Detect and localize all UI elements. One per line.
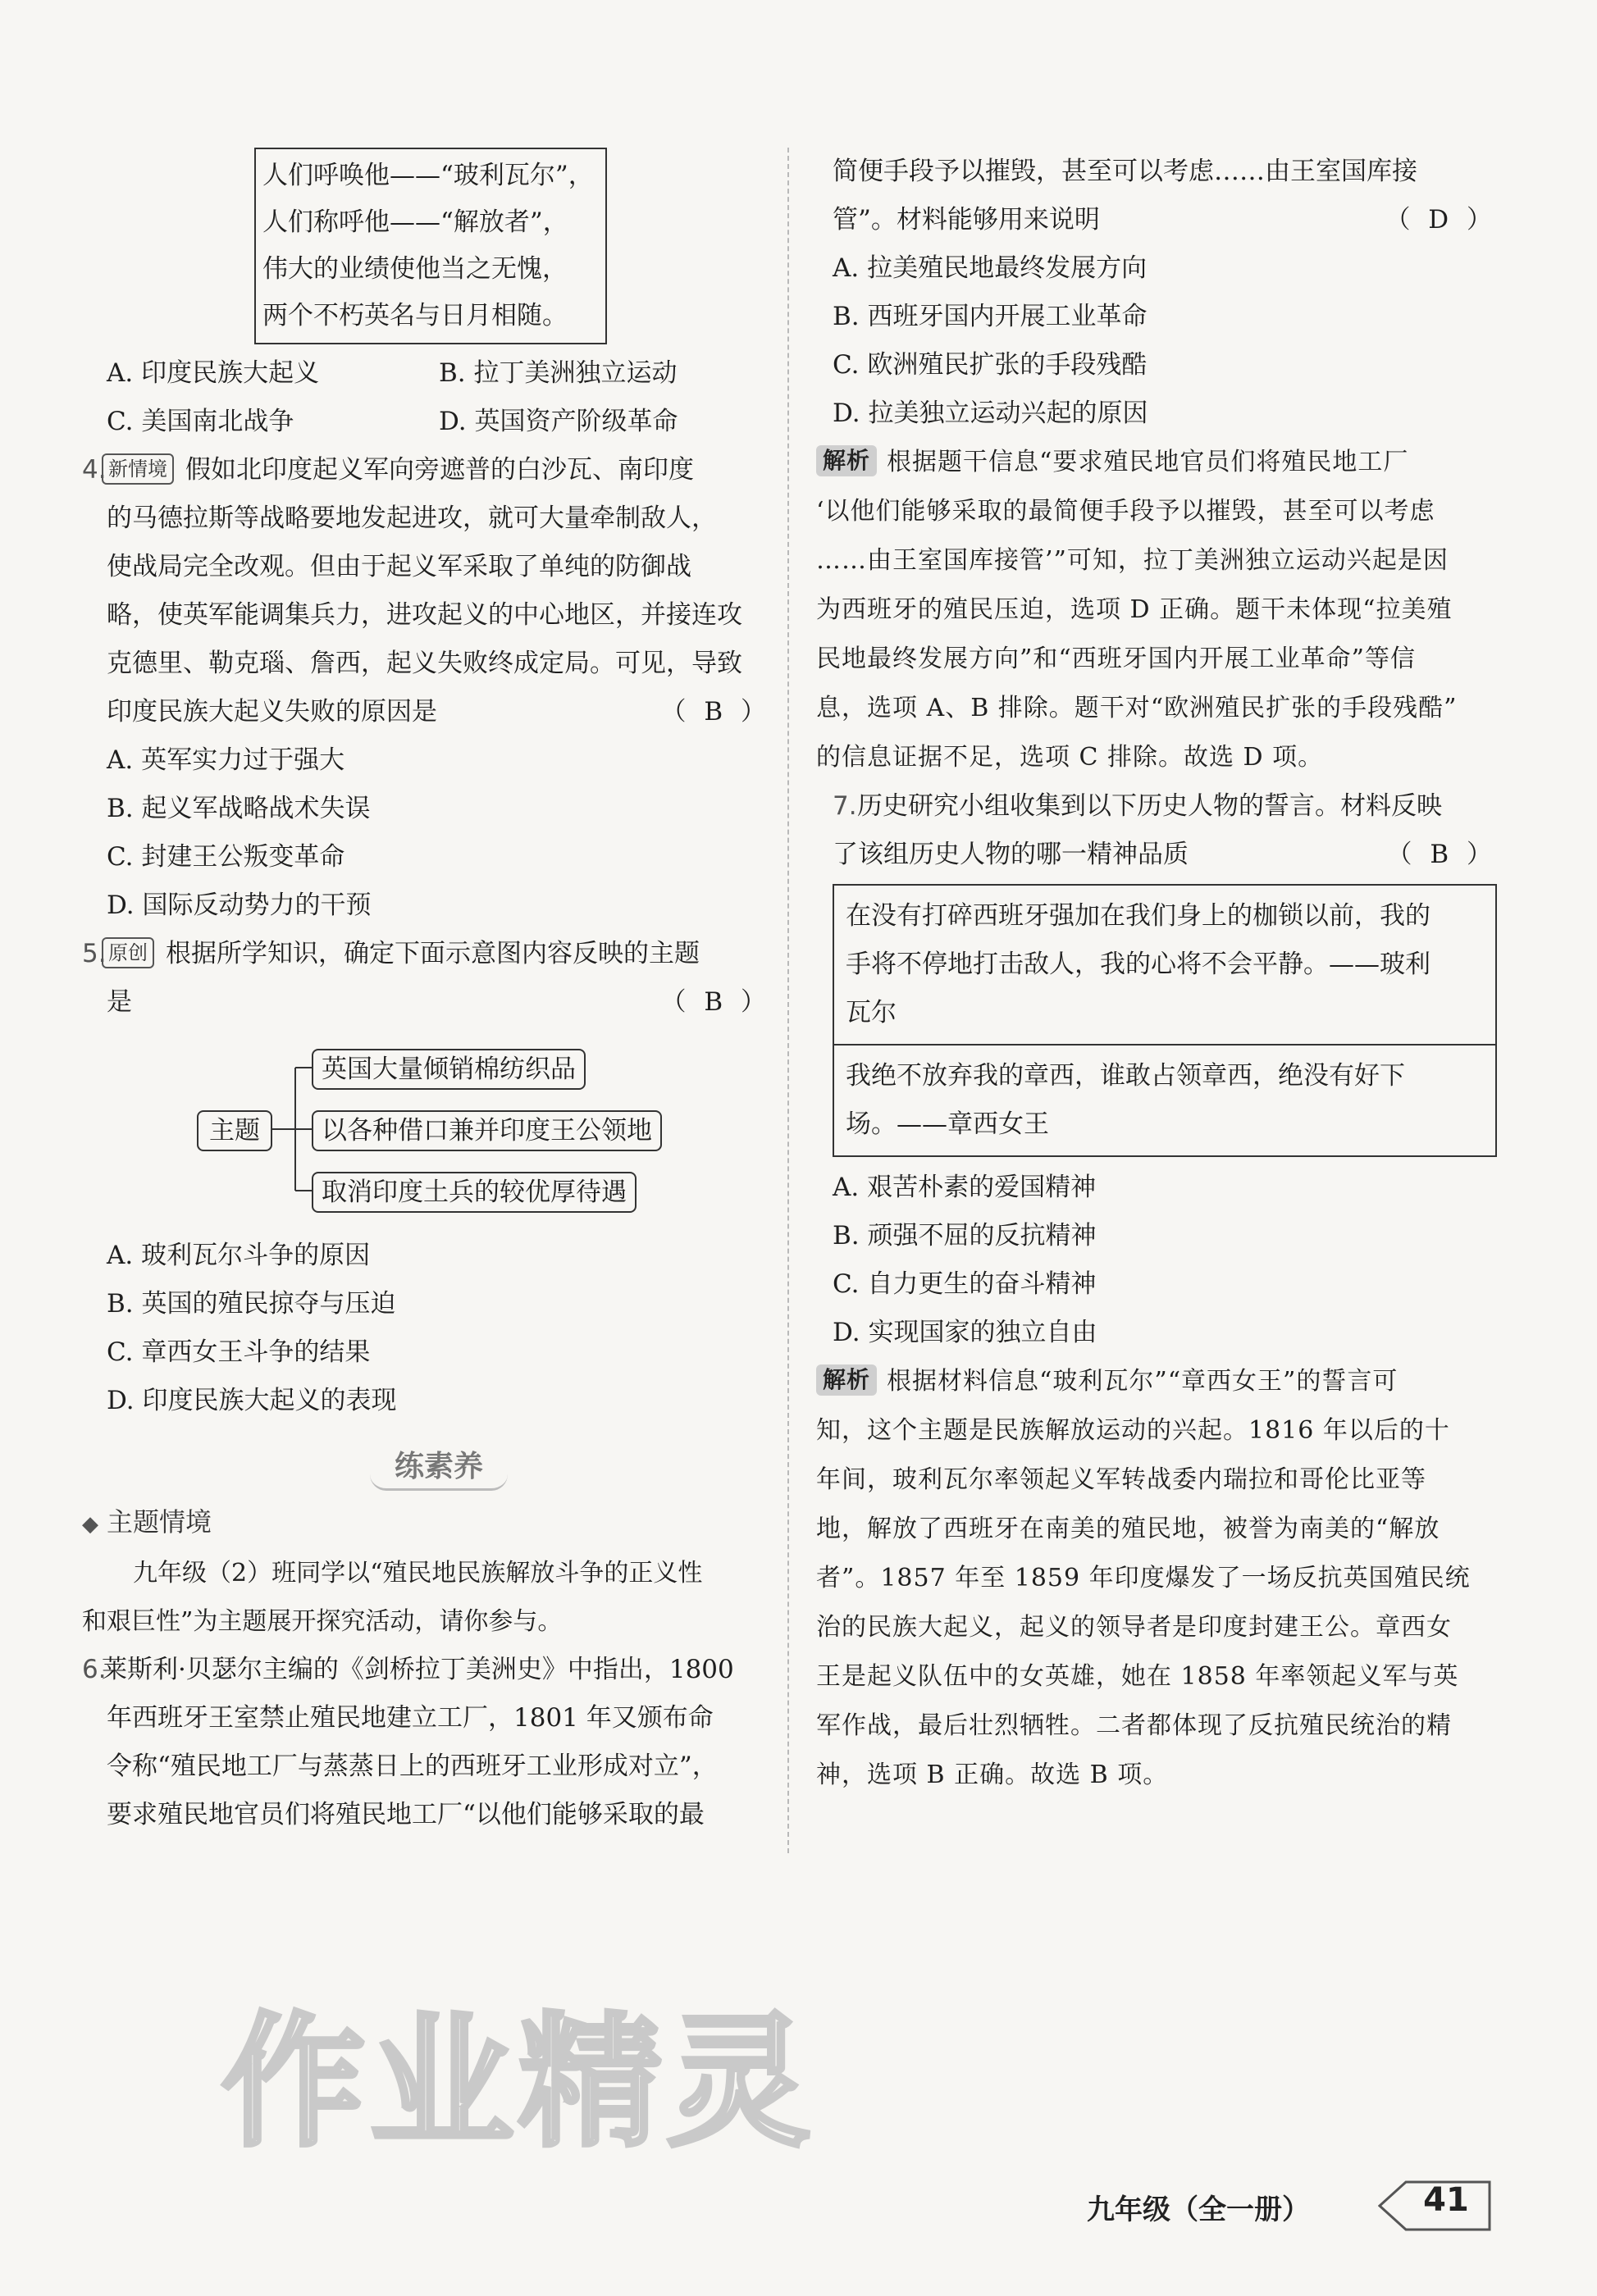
q4-text: 假如北印度起义军向旁遮普的白沙瓦、南印度 [185, 455, 694, 485]
q4-option-d: D. 国际反动势力的干预 [107, 891, 372, 920]
q4-option-a: A. 英军实力过于强大 [107, 745, 345, 775]
q6-analysis-line: ‘以他们能够采取的最简便手段予以摧毁，甚至可以考虑 [816, 497, 1435, 526]
q5-answer: （ B ） [660, 987, 771, 1017]
q7-analysis-line: 军作战，最后壮烈牺牲。二者都体现了反抗殖民统治的精 [816, 1711, 1452, 1740]
watermark: 作业精灵 [221, 2000, 815, 2166]
q4-stem-line: 克德里、勒克瑙、詹西，起义失败终成定局。可见，导致 [107, 649, 742, 678]
q7-analysis-line [816, 1357, 1497, 1406]
q6-analysis-line: ……由王室国库接管’”可知，拉丁美洲独立运动兴起是因 [816, 546, 1449, 575]
q7-option-d: D. 实现国家的独立自由 [833, 1318, 1097, 1347]
q6-option-d: D. 拉美独立运动兴起的原因 [833, 399, 1148, 428]
q6-analysis-line: 息，选项 A、B 排除。题干对“欧洲殖民扩张的手段残酷” [816, 694, 1458, 722]
oath-bolivar [834, 886, 1495, 1044]
diamond-icon: ◆ [82, 1512, 98, 1537]
q7-text: 了该组历史人物的哪一精神品质 [833, 840, 1189, 869]
q7-answer: （ B ） [1386, 840, 1497, 869]
poem-line: 两个不朽英名与日月相随。 [262, 301, 568, 330]
oath-line: 手将不停地打击敌人，我的心将不会平静。——玻利 [846, 950, 1430, 979]
theme-diagram [197, 1027, 771, 1232]
q7-analysis-label: 解析 [816, 1364, 877, 1396]
q5-option-c: C. 章西女王斗争的结果 [107, 1337, 371, 1367]
q3-options-row [107, 398, 771, 446]
q6-option-c: C. 欧洲殖民扩张的手段残酷 [833, 350, 1148, 380]
oath-line: 瓦尔 [846, 998, 897, 1027]
q4-text: 印度民族大起义失败的原因是 [107, 697, 437, 727]
q7-text: 历史研究小组收集到以下历史人物的誓言。材料反映 [857, 791, 1442, 821]
q3-option-c: C. 美国南北战争 [107, 407, 294, 436]
page-number: 41 [1423, 2181, 1469, 2219]
q3-option-d: D. 英国资产阶级革命 [439, 407, 678, 436]
q5-stem-line [107, 978, 771, 1027]
q6-analysis-line: 为西班牙的殖民压迫，选项 D 正确。题干未体现“拉美殖 [816, 595, 1453, 624]
q7-number: 7. [833, 791, 857, 821]
q6-stem-line: 令称“殖民地工厂与蒸蒸日上的西班牙工业形成对立”， [107, 1752, 718, 1781]
q7-analysis-line: 王是起义队伍中的女英雄，她在 1858 年率领起义军与英 [816, 1662, 1459, 1691]
oath-line: 在没有打碎西班牙强加在我们身上的枷锁以前，我的 [846, 901, 1430, 931]
q3-option-a: A. 印度民族大起义 [107, 358, 320, 388]
q6-stem-line [833, 196, 1497, 244]
q5-tag: 原创 [102, 937, 154, 968]
q6-number: 6. [82, 1655, 107, 1684]
oath-jhansi [834, 1044, 1495, 1155]
oath-line: 场。——章西女王 [846, 1109, 1049, 1139]
q5-number: 5. [82, 939, 107, 968]
q4-answer: （ B ） [660, 697, 771, 727]
poem-line: 人们呼唤他——“玻利瓦尔”， [262, 161, 594, 190]
q6-stem-line: 简便手段予以摧毁，甚至可以考虑……由王室国库接 [833, 157, 1417, 186]
q7-analysis-line: 神，选项 B 正确。故选 B 项。 [816, 1761, 1169, 1789]
q7-option-a: A. 艰苦朴素的爱国精神 [833, 1173, 1097, 1202]
poem-line: 人们称呼他——“解放者”， [262, 207, 568, 237]
left-column [82, 148, 771, 1839]
topic-label: 主题情境 [107, 1506, 212, 1538]
q7-analysis-line: 年间，玻利瓦尔率领起义军转战委内瑞拉和哥伦比亚等 [816, 1465, 1426, 1494]
q6-text: 管”。材料能够用来说明 [833, 205, 1100, 235]
q3-options-row [107, 349, 771, 398]
q4-stem-line: 略，使英军能调集兵力，进攻起义的中心地区，并接连攻 [107, 600, 742, 630]
diagram-center-box: 主题 [197, 1110, 272, 1151]
q4-stem-line [82, 446, 771, 494]
q6-analysis-line: 的信息证据不足，选项 C 排除。故选 D 项。 [816, 743, 1324, 772]
q6-answer: （ D ） [1385, 205, 1497, 235]
q7-analysis-line: 地，解放了西班牙在南美的殖民地，被誉为南美的“解放 [816, 1515, 1440, 1543]
q7-analysis-text: 根据材料信息“玻利瓦尔”“章西女王”的誓言可 [887, 1367, 1399, 1396]
q6-stem-line: 年西班牙王室禁止殖民地建立工厂，1801 年又颁布命 [107, 1703, 714, 1733]
q6-text: 莱斯利·贝瑟尔主编的《剑桥拉丁美洲史》中指出，1800 [102, 1655, 734, 1684]
q7-analysis-line: 治的民族大起义，起义的领导者是印度封建王公。章西女 [816, 1613, 1452, 1642]
q6-analysis-text: 根据题干信息“要求殖民地官员们将殖民地工厂 [887, 448, 1409, 476]
q7-analysis-line: 知，这个主题是民族解放运动的兴起。1816 年以后的十 [816, 1416, 1450, 1445]
q7-option-c: C. 自力更生的奋斗精神 [833, 1269, 1097, 1299]
q5-option-b: B. 英国的殖民掠夺与压迫 [107, 1289, 396, 1319]
diagram-branch: 以各种借口兼并印度王公领地 [312, 1110, 662, 1151]
section-heading [107, 1440, 771, 1489]
q5-option-d: D. 印度民族大起义的表现 [107, 1386, 397, 1415]
q4-tag: 新情境 [102, 453, 174, 485]
poem-box [254, 148, 607, 344]
q7-analysis-line: 者”。1857 年至 1859 年印度爆发了一场反抗英国殖民统 [816, 1564, 1471, 1592]
oath-table [833, 884, 1497, 1157]
oath-line: 我绝不放弃我的章西，谁敢占领章西，绝没有好下 [846, 1061, 1405, 1091]
q7-stem-line [833, 831, 1497, 879]
q4-stem-line: 使战局完全改观。但由于起义军采取了单纯的防御战 [107, 552, 691, 581]
q5-text: 是 [107, 987, 132, 1017]
right-column [816, 148, 1497, 1800]
q4-number: 4. [82, 455, 107, 485]
q7-stem-line [833, 782, 1497, 831]
q6-analysis-line [816, 438, 1497, 487]
diagram-branch: 取消印度土兵的较优厚待遇 [312, 1172, 637, 1213]
q6-option-b: B. 西班牙国内开展工业革命 [833, 302, 1148, 331]
q4-option-c: C. 封建王公叛变革命 [107, 842, 345, 872]
topic-intro-line: 和艰巨性”为主题展开探究活动，请你参与。 [82, 1607, 563, 1636]
q6-stem-line [82, 1646, 771, 1694]
q4-stem-line [107, 688, 771, 736]
topic-heading [82, 1497, 771, 1549]
diagram-branch: 英国大量倾销棉纺织品 [312, 1049, 586, 1090]
q6-analysis-line: 民地最终发展方向”和“西班牙国内开展工业革命”等信 [816, 645, 1417, 673]
q4-stem-line: 的马德拉斯等战略要地发起进攻，就可大量牵制敌人， [107, 503, 717, 533]
q5-stem-line [82, 930, 771, 978]
column-divider [787, 148, 789, 1853]
q5-text: 根据所学知识，确定下面示意图内容反映的主题 [166, 939, 700, 968]
q3-option-b: B. 拉丁美洲独立运动 [439, 358, 678, 388]
q5-option-a: A. 玻利瓦尔斗争的原因 [107, 1241, 371, 1270]
section-title: 练素养 [370, 1440, 508, 1491]
q6-option-a: A. 拉美殖民地最终发展方向 [833, 253, 1148, 283]
poem-line: 伟大的业绩使他当之无愧， [262, 254, 568, 284]
q6-analysis-label: 解析 [816, 445, 877, 476]
q7-option-b: B. 顽强不屈的反抗精神 [833, 1221, 1097, 1250]
q4-option-b: B. 起义军战略战术失误 [107, 794, 371, 823]
q6-stem-line: 要求殖民地官员们将殖民地工厂“以他们能够采取的最 [107, 1800, 705, 1829]
footer-grade: 九年级（全一册） [1087, 2194, 1310, 2226]
topic-intro-line: 九年级（2）班同学以“殖民地民族解放斗争的正义性 [133, 1559, 703, 1588]
